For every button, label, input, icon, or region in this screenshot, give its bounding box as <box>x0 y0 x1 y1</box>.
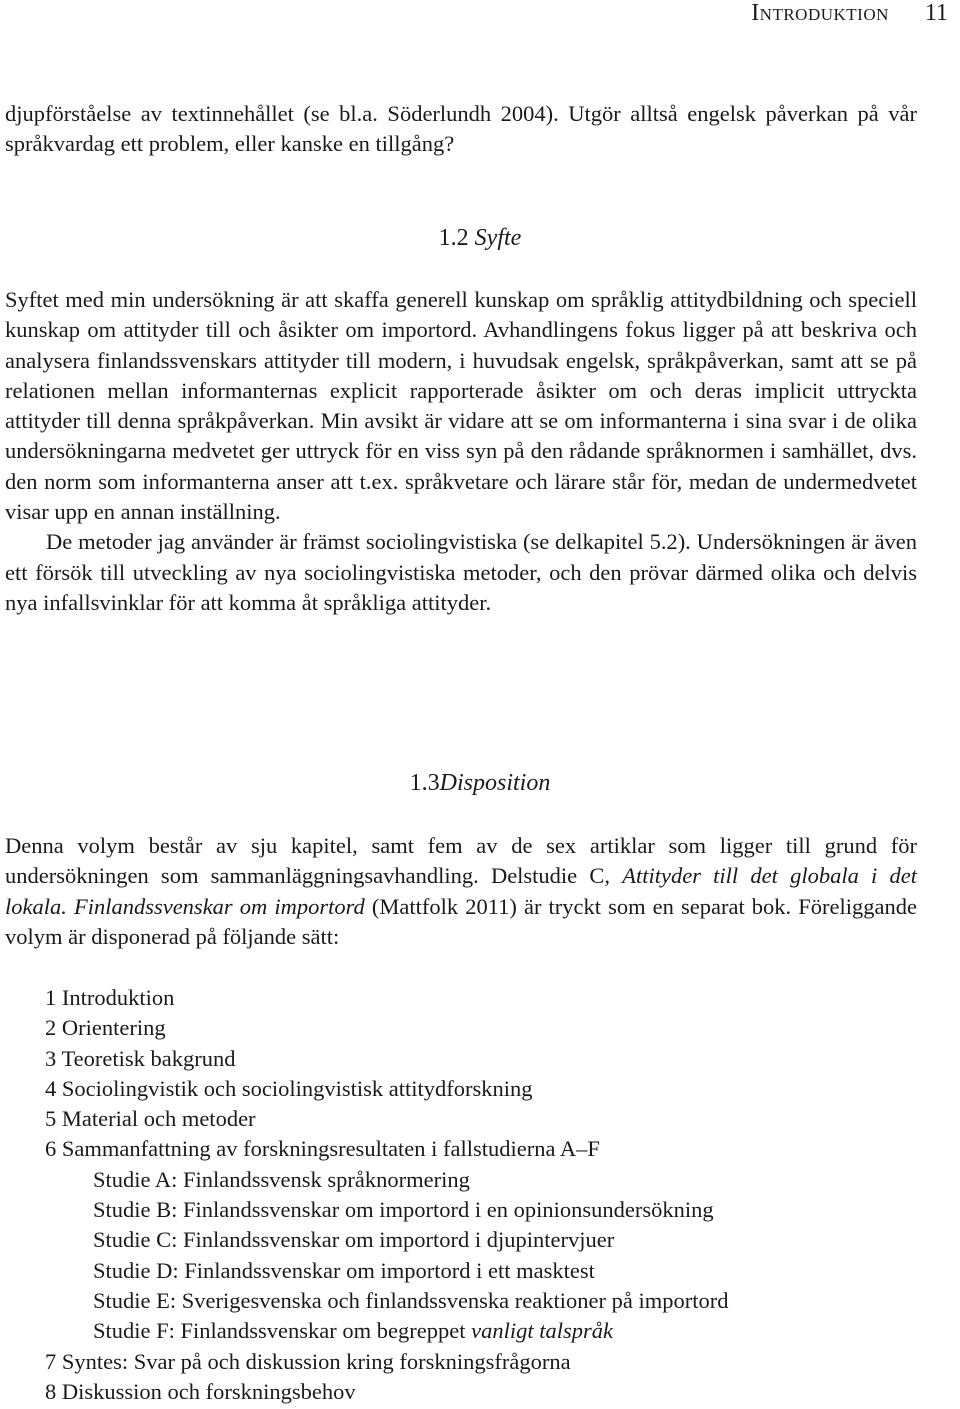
disposition-text-2: (Mattfolk 2011) är tryckt som en separat bok. Föreliggande volym är disponerad på följande sätt: <box>5 893 917 949</box>
study-item: Studie D: Finlandssvenskar om importord i ett masktest <box>93 1257 595 1283</box>
study-item: Studie B: Finlandssvenskar om importord i en opinionsundersökning <box>93 1197 714 1223</box>
study-f-term: vanligt talspråk <box>471 1318 613 1344</box>
syfte-body <box>5 285 917 618</box>
chapter-list <box>45 983 925 1407</box>
study-item: Studie C: Finlandssvenskar om importord i djupintervjuer <box>93 1227 615 1253</box>
disposition-body <box>5 831 917 952</box>
intro-paragraph-text: djupförståelse av textinnehållet (se bl.a. Söderlundh 2004). Utgör alltså engelsk påverkan på vår språkvardag ett problem, eller kanske en tillgång? <box>5 101 917 157</box>
chapter-item: 6 Sammanfattning av forskningsresultaten i fallstudierna A–F <box>45 1136 600 1162</box>
section-title: Disposition <box>439 770 551 796</box>
syfte-paragraph-1: Syftet med min undersökning är att skaffa generell kunskap om språklig attitydbildning och speciell kunskap om attityder till och åsikter om importord. Avhandlingens fokus ligger på att beskriva och analysera finlandssvenskars attityder till modern, i huvudsak engelsk, språkpåverkan, samt att se på relationen mellan informanternas explicit rapporterade åsikter om och deras implicit uttryckta attityder till denna språkpåverkan. Min avsikt är vidare att se om informanterna i sina svar i de olika undersökningarna medvetet ger uttryck för en viss syn på den rådande språknormen i samhället, dvs. den norm som informanterna anser att t.ex. språkvetare och lärare står för, medan de undermedvetet visar upp en annan inställning. <box>5 287 917 525</box>
section-heading-disposition <box>0 768 960 798</box>
chapter-item: 4 Sociolingvistik och sociolingvistisk attitydforskning <box>45 1075 533 1101</box>
chapter-item: 5 Material och metoder <box>45 1106 256 1132</box>
study-item: Studie A: Finlandssvensk språknormering <box>93 1166 470 1192</box>
syfte-paragraph-2: De metoder jag använder är främst sociolingvistiska (se delkapitel 5.2). Undersökningen är även ett försök till utveckling av nya sociolingvistiska metoder, och den prövar därmed olika och delvis nya infallsvinklar för att komma åt språkliga attityder. <box>5 529 917 615</box>
section-heading-syfte <box>0 223 960 253</box>
disposition-text-1: Denna volym består av sju kapitel, samt fem av de sex artiklar som ligger till grund för undersökningen som sammanläggningsavhandling. Delstudie C, <box>5 833 917 889</box>
running-title: Introduktion <box>751 0 889 26</box>
study-item-f <box>45 1316 925 1346</box>
page-number: 11 <box>924 0 948 26</box>
disposition-book-title: Attityder till det globala i det lokala. Finlandssvenskar om importord <box>5 863 918 919</box>
disposition-paragraph <box>5 831 917 952</box>
chapter-item: 7 Syntes: Svar på och diskussion kring forskningsfrågorna <box>45 1348 571 1374</box>
section-title: Syfte <box>474 225 522 251</box>
chapter-item: 3 Teoretisk bakgrund <box>45 1045 236 1071</box>
intro-paragraph <box>5 99 917 160</box>
section-number: 1.2 <box>438 225 469 251</box>
section-number: 1.3 <box>409 770 440 796</box>
chapter-item: 2 Orientering <box>45 1015 166 1041</box>
chapter-item: 1 Introduktion <box>45 985 175 1010</box>
chapter-item: 8 Diskussion och forskningsbehov <box>45 1378 356 1404</box>
study-item: Studie E: Sverigesvenska och finlandssvenska reaktioner på importord <box>93 1287 729 1313</box>
study-f-prefix: Studie F: Finlandssvenskar om begreppet <box>93 1318 472 1344</box>
running-header <box>751 0 948 26</box>
